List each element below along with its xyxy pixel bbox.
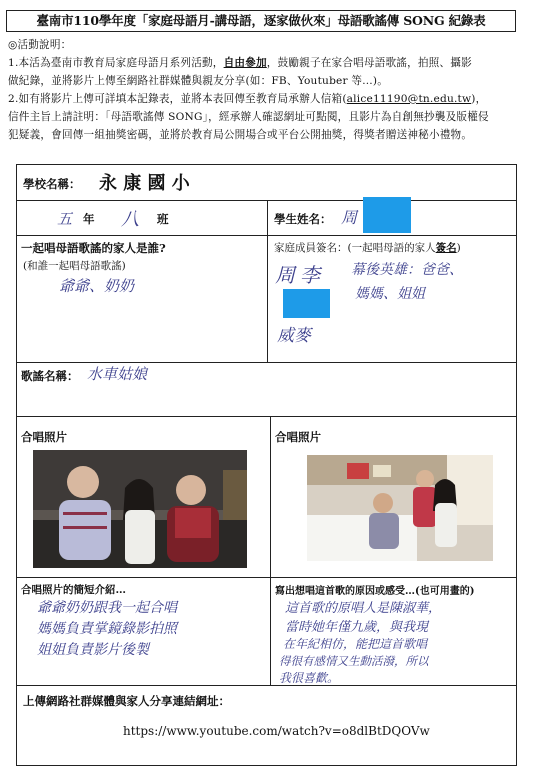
reason-line1: 這首歌的原唱人是陳淑華， [285, 601, 442, 616]
student-name: 周 [341, 208, 358, 227]
reason-line5: 我很喜歡。 [279, 671, 340, 685]
class-value: 八 [121, 209, 139, 230]
instructions-item-2-line3: 犯疑義，會回傳一組抽獎密碼，並將於教育局公開場合或平台公開抽獎，得獎者贈送神秘小禮物。 [8, 129, 473, 141]
reason-label: 寫出想唱這首歌的原因或感受…(也可用畫的) [275, 586, 475, 597]
instructions [8, 36, 538, 144]
photo-intro-line1: 爺爺奶奶跟我一起合唱 [37, 600, 177, 616]
family-question-sub: (和誰一起唱母語歌謠) [23, 260, 126, 272]
instructions-item-1 [8, 54, 538, 72]
redacted-name [363, 197, 411, 233]
school-label: 學校名稱： [23, 177, 81, 191]
instructions-item-2-line2: 信件主旨上請註明：「母語歌謠傳 SONG」，經承辦人確認網址可點閱，且影片為自創無抄襲及版權侵 [8, 111, 489, 123]
photo2-label: 合唱照片 [275, 430, 321, 444]
class-label: 班 [157, 212, 169, 226]
family-question-answer: 爺爺、奶奶 [59, 277, 135, 295]
chorus-photo-1 [33, 450, 247, 568]
school-name: 永 康 國 小 [99, 173, 190, 194]
instructions-heading: ◎活動說明： [8, 39, 72, 51]
item1-text-post: ，鼓勵親子在家合唱母語歌謠，拍照、攝影 [266, 57, 472, 69]
instructions-item-2 [8, 90, 538, 108]
signature-third: 威麥 [277, 326, 311, 346]
column-divider [270, 416, 271, 685]
chorus-photo-2 [307, 455, 493, 561]
signature-label-text: 家庭成員簽名：(一起唱母語的家人 [274, 242, 436, 254]
photo-intro-line2: 媽媽負責掌鏡錄影拍照 [37, 621, 177, 637]
voluntary-text: 自由參加 [223, 57, 267, 69]
behind-scenes-line2: 媽媽、姐姐 [355, 286, 425, 302]
behind-scenes-line1: 幕後英雄：爸爸、 [351, 262, 463, 278]
item2-text-post: )， [471, 93, 487, 105]
photo-intro-label: 合唱照片的簡短介紹… [21, 584, 126, 596]
item1-text: 1.本活為臺南市教育局家庭母語月系列活動， [8, 57, 224, 69]
share-link-url[interactable]: https://www.youtube.com/watch?v=o8dlBtDQOVw [123, 724, 430, 738]
signature-label [274, 240, 461, 255]
family-question-label: 一起唱母語歌謠的家人是誰? [21, 241, 166, 255]
photo-family-room-image [307, 455, 493, 561]
row-divider [17, 577, 516, 578]
item2-text: 2.如有將影片上傳可詳填本記錄表，並將本表回傳至教育局承辦人信箱( [8, 93, 347, 105]
row-divider [17, 416, 516, 417]
signature-li: 李 [300, 263, 320, 287]
photo-grandparents-image [33, 450, 247, 568]
email-link[interactable]: alice11190@tn.edu.tw [346, 93, 472, 105]
instructions-item-1-line2: 做紀錄，並將影片上傳至網路社群媒體與親友分享(如：FB、Youtuber 等…)。 [8, 75, 389, 87]
signature-zhou: 周 [275, 263, 295, 287]
grade-label: 年 [83, 212, 95, 226]
song-name: 水車姑娘 [87, 365, 148, 383]
reason-line3: 在年紀相仿，能把這首歌唱 [283, 637, 428, 651]
photo1-label: 合唱照片 [21, 430, 67, 444]
form-title: 臺南市110學年度「家庭母語月-講母語，逐家做伙來」母語歌謠傳 SONG 紀錄表 [6, 10, 516, 32]
reason-line2: 當時她年僅九歲，與我現 [285, 620, 429, 635]
column-divider [267, 200, 268, 362]
signature-label-end: ) [456, 242, 461, 254]
song-label: 歌謠名稱： [21, 369, 79, 383]
redacted-signature [283, 289, 330, 318]
record-form [16, 164, 517, 766]
grade-value: 五 [57, 210, 73, 228]
share-link-label: 上傳網路社群媒體與家人分享連結網址： [23, 694, 230, 708]
signature-emphasis: 簽名 [435, 242, 457, 254]
reason-line4: 得很有感情又生動活潑，所以 [279, 654, 429, 668]
student-label: 學生姓名： [274, 212, 332, 226]
row-divider [17, 685, 516, 686]
photo-intro-line3: 姐姐負責影片後製 [37, 642, 149, 658]
